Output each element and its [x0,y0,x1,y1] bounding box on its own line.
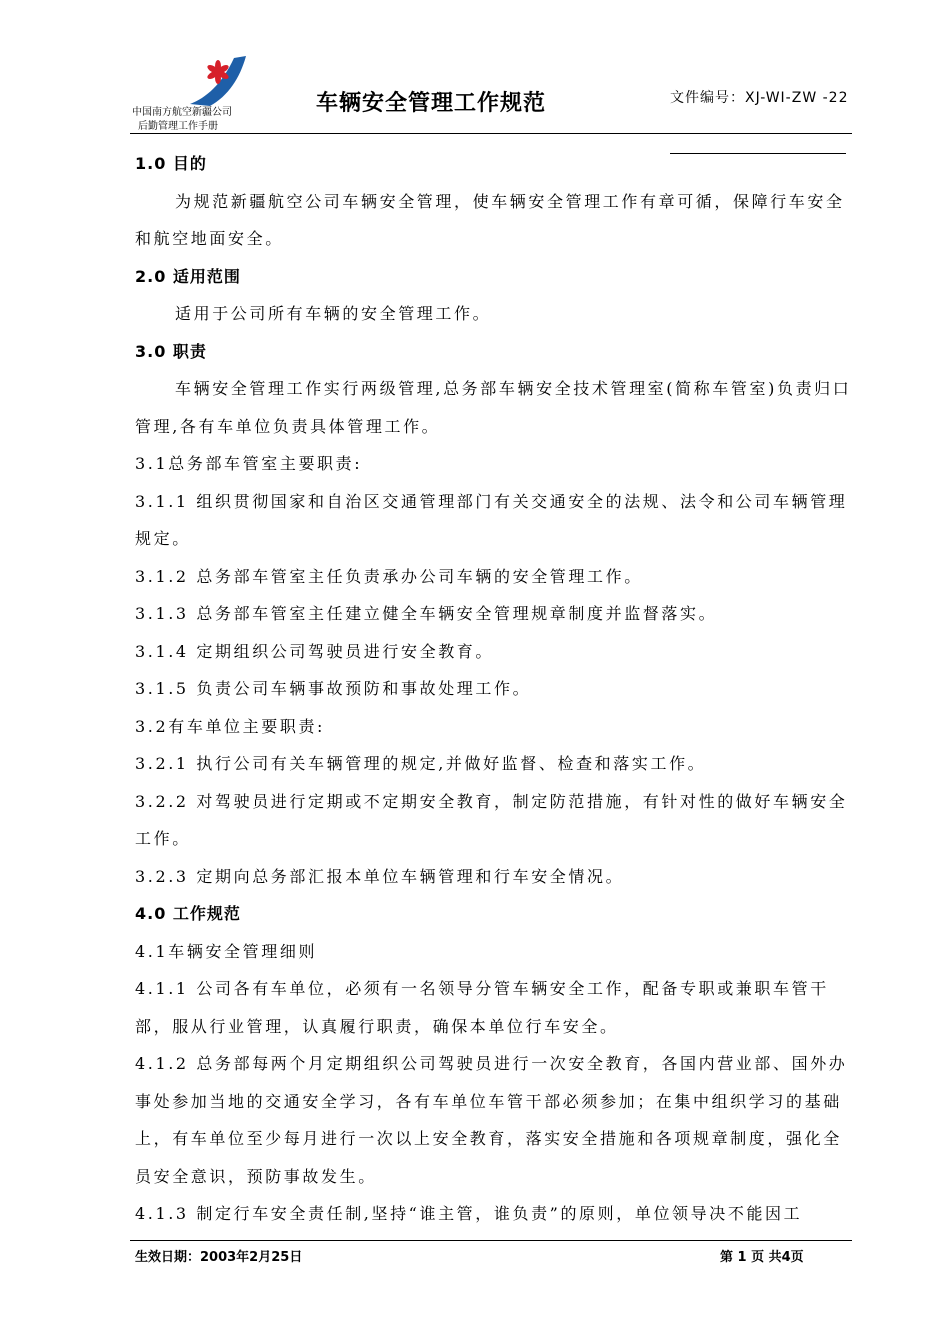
clause-4-1-2: 4.1.2 总务部每两个月定期组织公司驾驶员进行一次安全教育，各国内营业部、国外办事处参加当地的交通安全学习，各有车单位车管干部必须参加；在集中组织学习的基础上，有车单位至少每月进行一次以上安全教育，落实安全措施和各项规章制度，强化全员安全意识，预防事故发生。 [135,1054,848,1186]
clause-3-1-5: 3.1.5 负责公司车辆事故预防和事故处理工作。 [135,679,532,698]
section-heading-responsibilities: 3.0 职责 [135,341,207,361]
section-heading-purpose: 1.0 目的 [135,154,207,173]
clause-3-1-4: 3.1.4 定期组织公司驾驶员进行安全教育。 [135,641,494,661]
effective-date: 生效日期：2003年2月25日 [135,1250,303,1265]
clause-4-1-1: 4.1.1 公司各有车单位，必须有一名领导分管车辆安全工作，配备专职或兼职车管干部，服从行业管理，认真履行职责，确保本单位行车安全。 [135,979,829,1036]
paragraph-purpose: 为规范新疆航空公司车辆安全管理，使车辆安全管理工作有章可循，保障行车安全和航空地面安全。 [135,191,845,248]
paragraph-scope: 适用于公司所有车辆的安全管理工作。 [175,304,492,323]
paragraph-responsibilities: 车辆安全管理工作实行两级管理,总务部车辆安全技术管理室(简称车管室)负责归口管理,各有车单位负责具体管理工作。 [135,379,852,436]
clause-3-2-3: 3.2.3 定期向总务部汇报本单位车辆管理和行车安全情况。 [135,866,625,886]
airline-logo-icon [188,54,248,108]
clause-4-1: 4.1车辆安全管理细则 [135,941,318,961]
page-number: 第 1 页 共4页 [720,1250,804,1265]
clause-3-1-2: 3.1.2 总务部车管室主任负责承办公司车辆的安全管理工作。 [135,566,643,586]
organization-name [132,106,232,134]
page-footer [130,1240,852,1265]
footer-rule [130,1240,852,1241]
clause-3-2: 3.2有车单位主要职责: [135,716,326,736]
clause-3-1-1: 3.1.1 组织贯彻国家和自治区交通管理部门有关交通安全的法规、法令和公司车辆管理规定。 [135,491,848,548]
document-title: 车辆安全管理工作规范 [316,91,547,116]
page-header [130,50,852,142]
clause-3-2-1: 3.2.1 执行公司有关车辆管理的规定,并做好监督、检查和落实工作。 [135,754,707,773]
section-heading-scope: 2.0 适用范围 [135,266,241,286]
section-heading-work-norms: 4.0 工作规范 [135,904,241,923]
clause-3-2-2: 3.2.2 对驾驶员进行定期或不定期安全教育，制定防范措施，有针对性的做好车辆安全工作。 [135,791,848,848]
document-number: 文件编号：XJ-WI-ZW -22 [670,90,849,106]
org-line-2: 后勤管理工作手册 [138,121,218,132]
header-rule [130,133,852,134]
org-line-1: 中国南方航空新疆公司 [132,107,232,118]
clause-3-1-3: 3.1.3 总务部车管室主任建立健全车辆安全管理规章制度并监督落实。 [135,604,718,623]
clause-3-1: 3.1总务部车管室主要职责: [135,454,363,473]
clause-4-1-3: 4.1.3 制定行车安全责任制,坚持“谁主管，谁负责”的原则，单位领导决不能因工 [135,1204,803,1223]
document-body [135,145,855,1233]
